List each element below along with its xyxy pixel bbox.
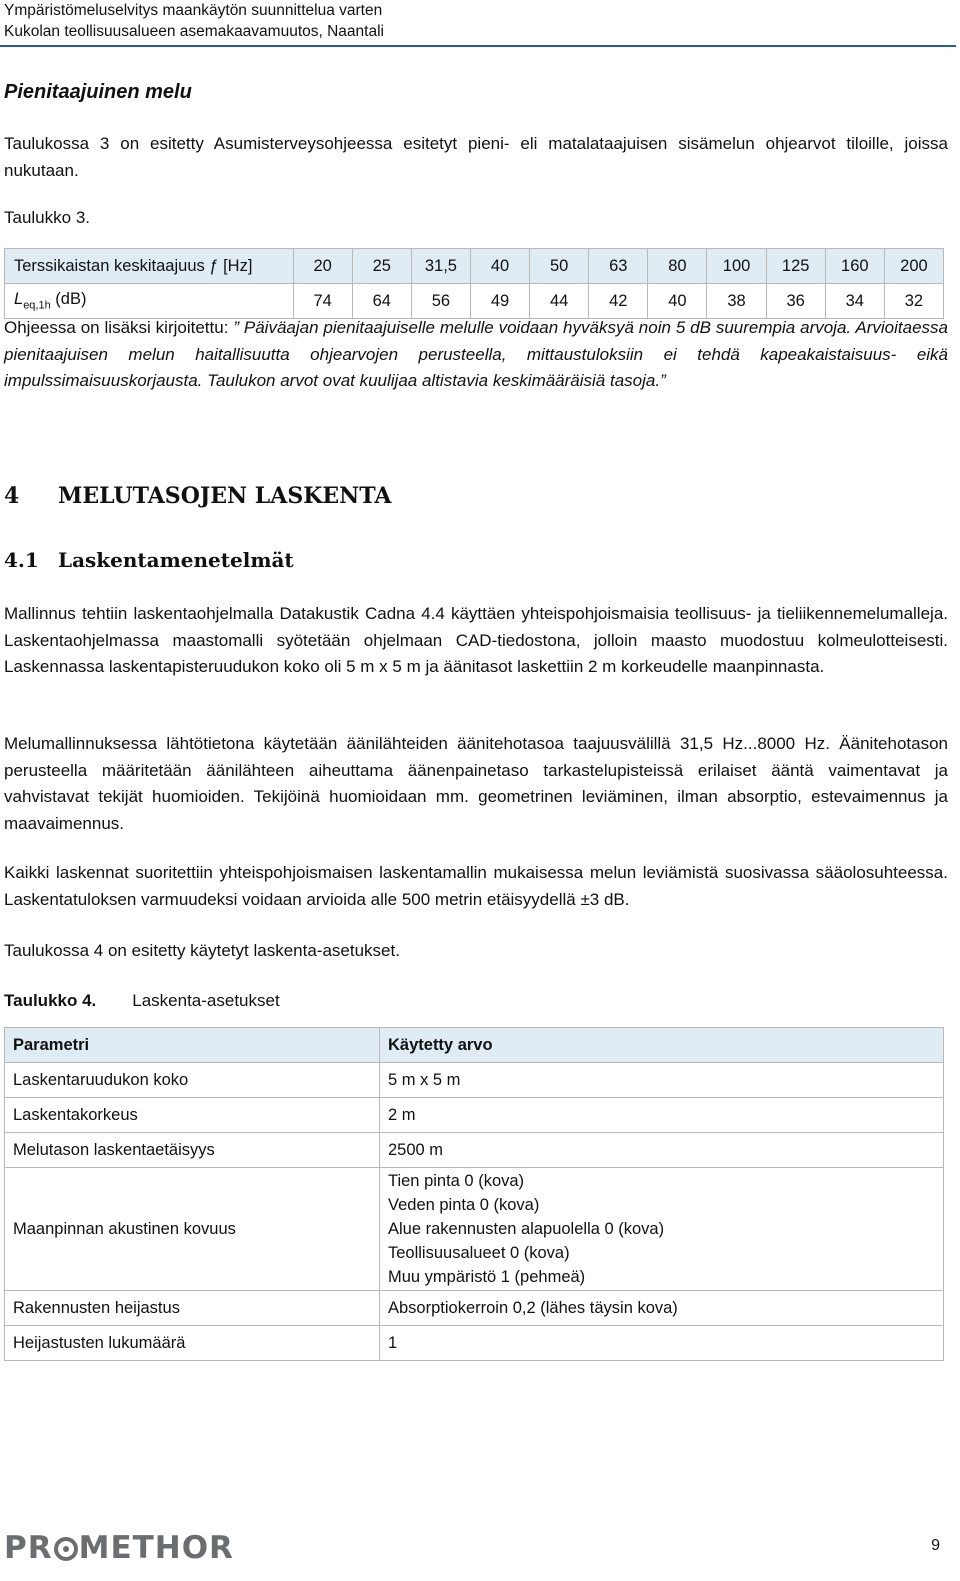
freq-cell: 25	[352, 249, 411, 284]
header-subtitle: Kukolan teollisuusalueen asemakaavamuutos, Naantali	[4, 23, 384, 40]
table-header-row	[5, 249, 944, 284]
value-cell-multiline	[380, 1168, 944, 1291]
quote-paragraph	[4, 315, 948, 395]
value-line: Veden pinta 0 (kova)	[388, 1196, 540, 1214]
level-cell: 34	[825, 284, 884, 319]
table-header-row	[5, 1028, 944, 1063]
value-cell: 2500 m	[380, 1133, 944, 1168]
chapter-heading	[4, 483, 391, 509]
level-cell: 49	[470, 284, 529, 319]
intro-paragraph: Taulukossa 3 on esitetty Asumisterveysohjeessa esitetyt pieni- eli matalataajuisen sisämelun ohjearvot tiloille, joissa nukutaan.	[4, 134, 948, 180]
table-row	[5, 284, 944, 319]
page-header	[4, 0, 950, 42]
subchapter-number: 4.1	[4, 548, 39, 572]
column-header-value: Käytetty arvo	[380, 1028, 944, 1063]
value-line: Muu ympäristö 1 (pehmeä)	[388, 1268, 586, 1286]
value-cell: 5 m x 5 m	[380, 1063, 944, 1098]
paragraph-source-data: Melumallinnuksessa lähtötietona käytetään äänilähteiden äänitehotasoa taajuusvälillä 31,5 Hz...8000 Hz. Äänitehotason perusteella määritetään äänilähteen aiheuttama äänenpainetaso tarkastelupisteissä erilaiset ääntä vaimentavat ja vahvistavat tekijät huomioiden. Tekijöinä huomioidaan mm. geometrinen leviäminen, ilman absorptio, estevaimennus ja maavaimennus.	[4, 734, 948, 833]
value-cell: 2 m	[380, 1098, 944, 1133]
freq-cell: 40	[470, 249, 529, 284]
param-cell: Heijastusten lukumäärä	[5, 1326, 380, 1361]
param-cell: Laskentakorkeus	[5, 1098, 380, 1133]
header-title: Ympäristömeluselvitys maankäytön suunnittelua varten	[4, 2, 383, 19]
param-cell: Rakennusten heijastus	[5, 1291, 380, 1326]
freq-cell: 31,5	[411, 249, 470, 284]
level-cell: 36	[766, 284, 825, 319]
table4-caption-label: Taulukko 4.	[4, 991, 97, 1010]
level-symbol: L	[14, 290, 24, 309]
column-header-parameter: Parametri	[5, 1028, 380, 1063]
section-heading-low-frequency: Pienitaajuinen melu	[4, 81, 192, 103]
paragraph-conditions: Kaikki laskennat suoritettiin yhteispohjoismaisen laskentamallin mukaisessa melun leviämistä suosivassa sääolosuhteessa. Laskentatuloksen varmuudeksi voidaan arvioida alle 500 metrin etäisyydellä ±3 dB.	[4, 863, 948, 909]
table-row	[5, 1098, 944, 1133]
header-divider	[0, 45, 956, 47]
calculation-settings-table	[4, 1027, 944, 1361]
page-number: 9	[931, 1537, 940, 1554]
freq-cell: 20	[293, 249, 352, 284]
freq-cell: 100	[707, 249, 766, 284]
param-cell: Maanpinnan akustinen kovuus	[5, 1168, 380, 1291]
level-cell: 64	[352, 284, 411, 319]
level-cell: 56	[411, 284, 470, 319]
table4-caption	[4, 989, 280, 1013]
freq-cell: 125	[766, 249, 825, 284]
level-cell: 74	[293, 284, 352, 319]
table-row	[5, 1291, 944, 1326]
freq-cell: 160	[825, 249, 884, 284]
logo-text-start: PR	[4, 1530, 53, 1566]
quote-text: ” Päiväajan pienitaajuiselle melulle voidaan hyväksyä noin 5 dB suurempia arvoja. Arvioitaessa pienitaajuisen melun haitallisuutta ohjearvojen perusteella, mittaustuloksiin ei tehdä kapeakaistaisuus- eikä impulssimaisuuskorjausta. Taulukon arvot ovat kuulijaa altistavia keskimääräisiä tasoja.”	[4, 318, 948, 390]
company-logo	[4, 1530, 234, 1566]
table4-caption-title: Laskenta-asetukset	[132, 991, 280, 1010]
value-cell: 1	[380, 1326, 944, 1361]
freq-cell: 63	[589, 249, 648, 284]
freq-cell: 80	[648, 249, 707, 284]
paragraph-table4-intro: Taulukossa 4 on esitetty käytetyt laskenta-asetukset.	[4, 941, 400, 960]
table-row	[5, 1326, 944, 1361]
level-subscript: eq,1h	[23, 299, 51, 312]
param-cell: Laskentaruudukon koko	[5, 1063, 380, 1098]
value-line: Alue rakennusten alapuolella 0 (kova)	[388, 1220, 665, 1238]
table3-caption: Taulukko 3.	[4, 208, 90, 227]
value-cell: Absorptiokerroin 0,2 (lähes täysin kova)	[380, 1291, 944, 1326]
table-row	[5, 1168, 944, 1291]
chapter-title: MELUTASOJEN LASKENTA	[58, 483, 392, 509]
chapter-number: 4	[4, 483, 20, 509]
frequency-limits-table	[4, 248, 944, 319]
subchapter-title: Laskentamenetelmät	[58, 548, 294, 572]
freq-header-label: Terssikaistan keskitaajuus ƒ [Hz]	[5, 249, 294, 284]
paragraph-modeling: Mallinnus tehtiin laskentaohjelmalla Datakustik Cadna 4.4 käyttäen yhteispohjoismaisia teollisuus- ja tieliikennemelumalleja. Laskentaohjelmassa maastomalli syötetään ohjelmaan CAD-tiedostona, jolloin maasto muodostuu kolmeulotteisesti. Laskennassa laskentapisteruudukon koko oli 5 m x 5 m ja äänitasot laskettiin 2 m korkeudelle maanpinnasta.	[4, 604, 948, 676]
table-row	[5, 1063, 944, 1098]
level-row-label	[5, 284, 294, 319]
value-line: Teollisuusalueet 0 (kova)	[388, 1244, 570, 1262]
level-cell: 42	[589, 284, 648, 319]
quote-lead: Ohjeessa on lisäksi kirjoitettu:	[4, 318, 234, 337]
level-cell: 40	[648, 284, 707, 319]
level-cell: 32	[884, 284, 943, 319]
level-cell: 38	[707, 284, 766, 319]
freq-cell: 200	[884, 249, 943, 284]
table-row	[5, 1133, 944, 1168]
value-line: Tien pinta 0 (kova)	[388, 1172, 525, 1190]
freq-cell: 50	[530, 249, 589, 284]
logo-text-end: METHOR	[78, 1530, 234, 1566]
logo-o-icon	[54, 1537, 78, 1561]
level-unit: (dB)	[50, 290, 87, 309]
param-cell: Melutason laskentaetäisyys	[5, 1133, 380, 1168]
level-cell: 44	[530, 284, 589, 319]
subchapter-heading	[4, 548, 294, 572]
